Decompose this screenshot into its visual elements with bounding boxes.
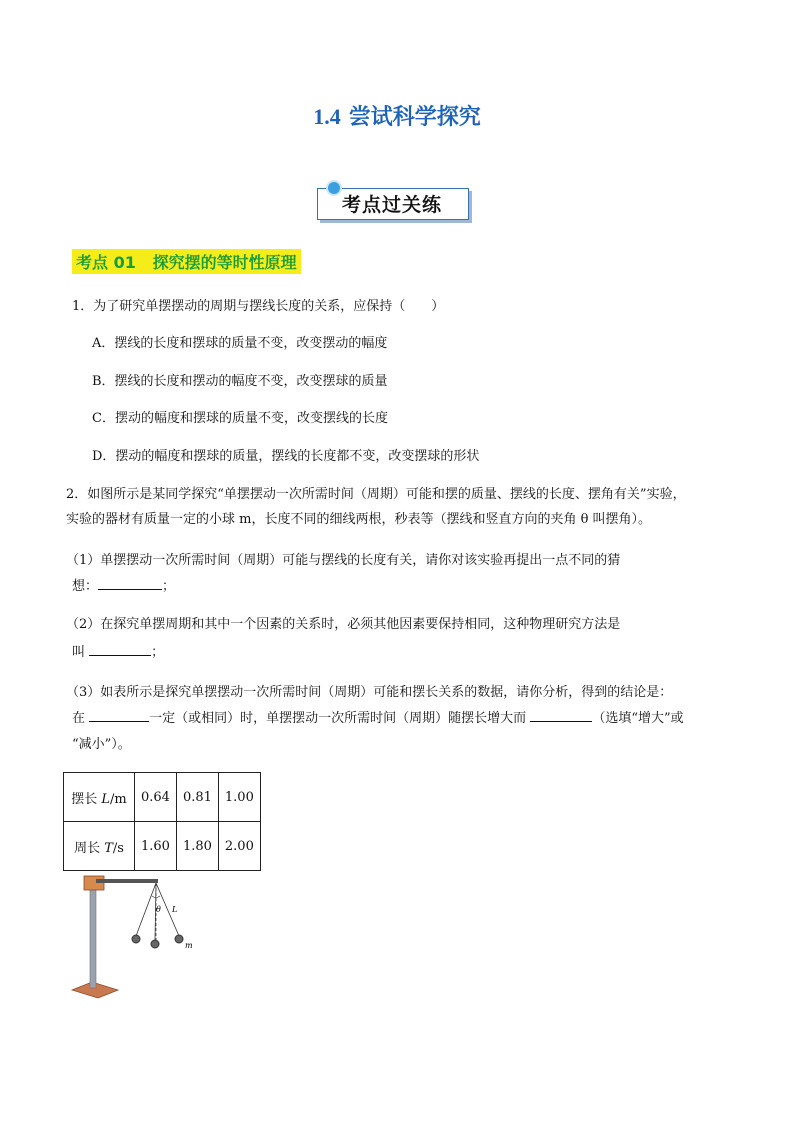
table-cell: 0.64 [135,773,177,822]
q2-stem-line2: 实验的器材有质量一定的小球 m，长度不同的细线两根，秒表等（摆线和竖直方向的夹角 θ 叫摆角）。 [66,512,652,527]
horizontal-arm [96,879,158,883]
q1-stem: 1．为了研究单摆摆动的周期与摆线长度的关系，应保持（ ） [72,299,445,314]
q2-stem-line1: 2．如图所示是某同学探究“单摆摆动一次所需时间（周期）可能和摆的质量、摆线的长度、摆角有关”实验， [66,487,686,502]
table-row-header: 摆长 L/m [64,773,135,822]
q2-part3-line2: 在 一定（或相同）时，单摆摆动一次所需时间（周期）随摆长增大而 （选填“增大”或 [72,711,684,726]
section-title: 尝试科学探究 [348,105,481,130]
pendulum-illustration [66,870,206,1006]
string-left [136,883,156,936]
topic-heading [72,249,301,274]
q2-part3-line3: “减小”）。 [72,737,131,752]
data-table [63,772,261,871]
q1-option-b: B．摆线的长度和摆动的幅度不变，改变摆球的质量 [92,374,388,389]
q2-part3-line1: （3）如表所示是探究单摆摆动一次所需时间（周期）可能和摆长关系的数据，请你分析，得到的结论是： [66,685,673,700]
q1-option-c: C．摆动的幅度和摆球的质量不变，改变摆线的长度 [92,411,388,426]
table-row [64,822,261,871]
q2-part1-line2: 想： ； [72,579,176,594]
section-badge [317,186,473,220]
answer-blank-1[interactable] [98,577,162,590]
q2-part2-line2: 叫 ； [72,645,165,660]
q1-option-d: D．摆动的幅度和摆球的质量，摆线的长度都不变，改变摆球的形状 [92,449,480,464]
table-cell: 0.81 [176,773,218,822]
answer-blank-3[interactable] [89,709,149,722]
stand-rod [90,884,96,988]
bob-middle [151,940,159,948]
q2-part1-line1: （1）单摆摆动一次所需时间（周期）可能与摆线的长度有关，请你对该实验再提出一点不同的猜 [66,553,621,568]
q1-option-a: A．摆线的长度和摆球的质量不变，改变摆动的幅度 [92,336,388,351]
answer-blank-2[interactable] [89,643,151,656]
answer-blank-4[interactable] [530,709,592,722]
angle-label: θ [156,905,161,914]
bob-left [132,935,140,943]
topic-title: 探究摆的等时性原理 [152,253,297,272]
bob-right [175,935,183,943]
badge-label: 考点过关练 [341,194,442,216]
section-number: 1.4 [313,104,341,129]
mass-label: m [185,941,193,950]
table-cell: 1.60 [135,822,177,871]
table-cell: 1.80 [176,822,218,871]
table-row-header: 周长 T/s [64,822,135,871]
q2-part2-line1: （2）在探究单摆周期和其中一个因素的关系时，必须其他因素要保持相同，这种物理研究方法是 [66,617,621,632]
pendulum-diagram [66,870,206,1006]
table-cell: 1.00 [218,773,260,822]
page-title [0,100,794,131]
table-row [64,773,261,822]
table-cell: 2.00 [218,822,260,871]
topic-label: 考点 01 [76,253,136,272]
length-label: L [172,905,178,914]
